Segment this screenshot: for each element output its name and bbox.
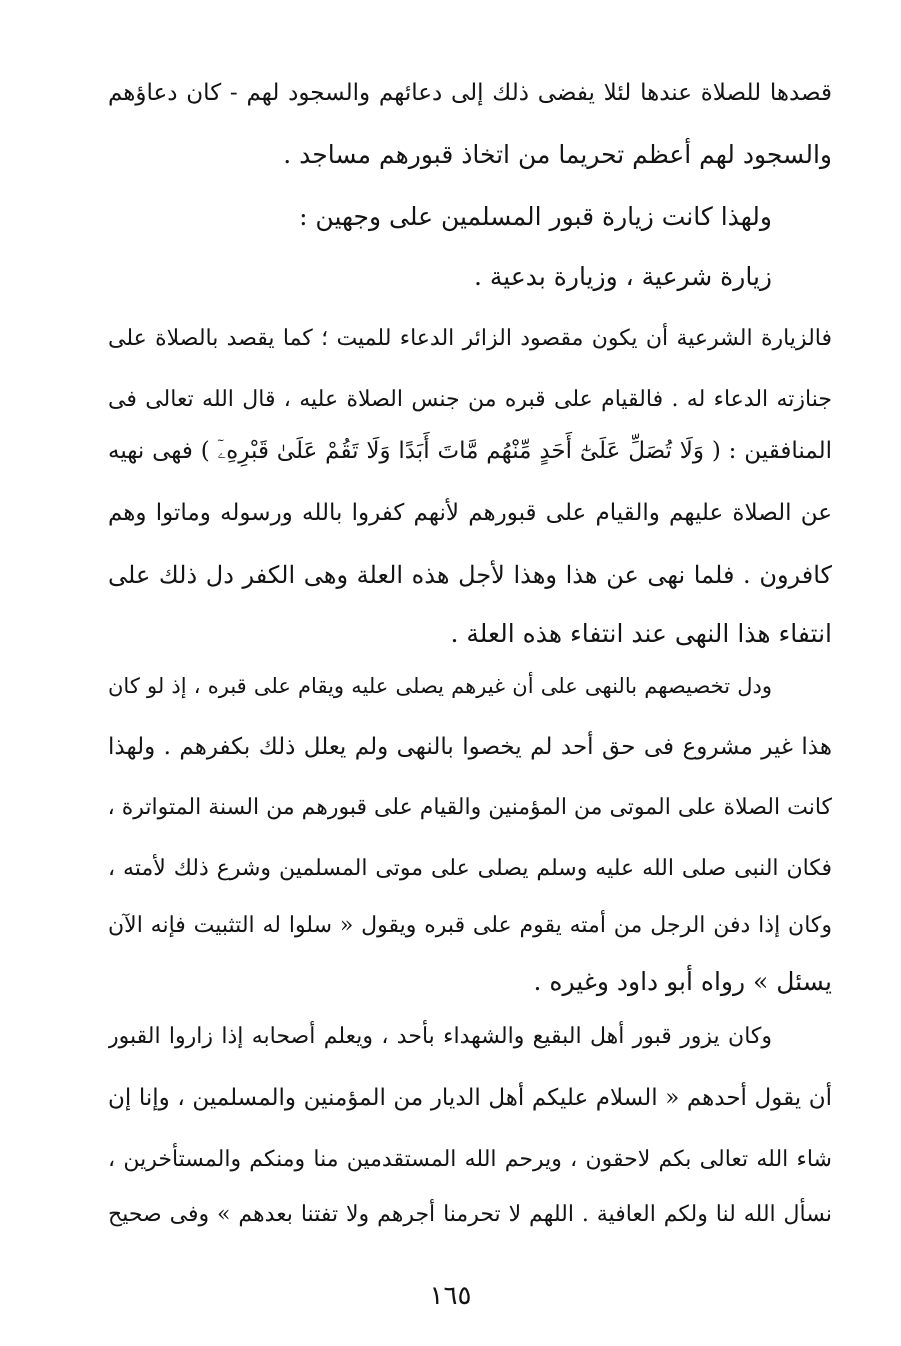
page-number: ١٦٥ [429,1281,472,1311]
text-line: والسجود لهم أعظم تحريما من اتخاذ قبورهم مساجد . [283,140,832,169]
text-line: أن يقول أحدهم « السلام عليكم أهل الديار من المؤمنين والمسلمين ، وإنا إن [108,1085,832,1111]
text-line: ولهذا كانت زيارة قبور المسلمين على وجهين : [299,202,772,231]
text-line: عن الصلاة عليهم والقيام على قبورهم لأنهم كفروا بالله ورسوله وماتوا وهم [108,500,832,526]
text-line: هذا غير مشروع فى حق أحد لم يخصوا بالنهى ولم يعلل ذلك بكفرهم . ولهذا [108,734,832,760]
text-line: فالزيارة الشرعية أن يكون مقصود الزائر الدعاء للميت ؛ كما يقصد بالصلاة على [108,326,832,351]
text-line: قصدها للصلاة عندها لئلا يفضى ذلك إلى دعائهم والسجود لهم - كان دعاؤهم [108,80,832,106]
text-line-with-verse: المنافقين : ( وَلَا تُصَلِّ عَلَىٰٓ أَحَدٍ مِّنْهُم مَّاتَ أَبَدًا وَلَا تَقُمْ عَلَىٰ قَبْرِهِۦٓ ) فهى نهيه [108,438,832,464]
text-line: وكان يزور قبور أهل البقيع والشهداء بأحد ، ويعلم أصحابه إذا زاروا القبور [108,1024,772,1049]
text-line: نسأل الله لنا ولكم العافية . اللهم لا تحرمنا أجرهم ولا تفتنا بعدهم » وفى صحيح [108,1202,832,1227]
text-line: كافرون . فلما نهى عن هذا وهذا لأجل هذه العلة وهى الكفر دل ذلك على [108,561,832,589]
text-line: فكان النبى صلى الله عليه وسلم يصلى على موتى المسلمين وشرع ذلك لأمته ، [108,856,832,881]
text-line: شاء الله تعالى بكم لاحقون ، ويرحم الله المستقدمين منا ومنكم والمستأخرين ، [108,1147,832,1172]
text-line: جنازته الدعاء له . فالقيام على قبره من جنس الصلاة عليه ، قال الله تعالى فى [108,387,832,412]
text-line: كانت الصلاة على الموتى من المؤمنين والقيام على قبورهم من السنة المتواترة ، [108,795,832,820]
text-line: يسئل » رواه أبو داود وغيره . [533,967,832,996]
text-line: انتفاء هذا النهى عند انتفاء هذه العلة . [450,619,832,648]
text-line: زيارة شرعية ، وزيارة بدعية . [473,262,772,291]
text-line: ودل تخصيصهم بالنهى على أن غيرهم يصلى عليه ويقام على قبره ، إذ لو كان [108,674,772,698]
text-line: وكان إذا دفن الرجل من أمته يقوم على قبره ويقول « سلوا له التثبيت فإنه الآن [108,913,832,938]
